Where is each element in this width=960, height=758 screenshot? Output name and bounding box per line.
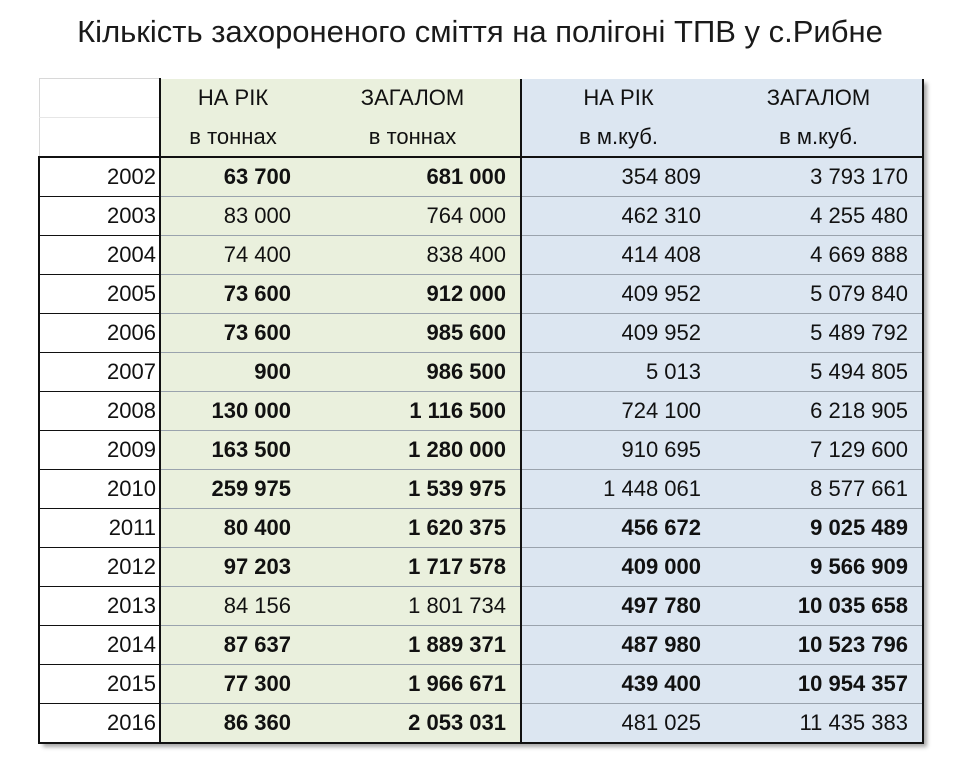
total-tonnes-cell: 1 620 375 [305, 509, 521, 548]
year-cell: 2012 [39, 548, 160, 587]
total-m3-cell: 5 494 805 [715, 353, 923, 392]
year-m3-cell: 439 400 [521, 665, 715, 704]
header-year-m3-unit: в м.куб. [521, 118, 715, 158]
total-tonnes-cell: 1 539 975 [305, 470, 521, 509]
year-cell: 2002 [39, 157, 160, 197]
year-cell: 2007 [39, 353, 160, 392]
year-cell: 2003 [39, 197, 160, 236]
year-tonnes-cell: 86 360 [160, 704, 305, 744]
year-m3-cell: 462 310 [521, 197, 715, 236]
total-m3-cell: 3 793 170 [715, 157, 923, 197]
year-m3-cell: 5 013 [521, 353, 715, 392]
table-row [39, 157, 923, 197]
header-corner-cell [39, 79, 160, 118]
year-m3-cell: 910 695 [521, 431, 715, 470]
table-row [39, 587, 923, 626]
year-tonnes-cell: 83 000 [160, 197, 305, 236]
table-row [39, 197, 923, 236]
year-tonnes-cell: 80 400 [160, 509, 305, 548]
table-row [39, 665, 923, 704]
year-cell: 2014 [39, 626, 160, 665]
header-total-tonnes: ЗАГАЛОМ [305, 79, 521, 118]
year-m3-cell: 724 100 [521, 392, 715, 431]
year-cell: 2016 [39, 704, 160, 744]
year-cell: 2005 [39, 275, 160, 314]
table-row [39, 626, 923, 665]
year-cell: 2013 [39, 587, 160, 626]
year-m3-cell: 409 952 [521, 275, 715, 314]
waste-table [38, 78, 924, 744]
total-m3-cell: 10 523 796 [715, 626, 923, 665]
table-row [39, 275, 923, 314]
year-cell: 2006 [39, 314, 160, 353]
year-cell: 2008 [39, 392, 160, 431]
table-row [39, 236, 923, 275]
year-m3-cell: 497 780 [521, 587, 715, 626]
table-row [39, 314, 923, 353]
header-corner-cell [39, 118, 160, 158]
year-tonnes-cell: 74 400 [160, 236, 305, 275]
total-tonnes-cell: 986 500 [305, 353, 521, 392]
total-m3-cell: 10 035 658 [715, 587, 923, 626]
year-m3-cell: 456 672 [521, 509, 715, 548]
header-total-m3: ЗАГАЛОМ [715, 79, 923, 118]
total-tonnes-cell: 1 116 500 [305, 392, 521, 431]
page-title: Кількість захороненого сміття на полігоні ТПВ у с.Рибне [77, 14, 883, 49]
total-m3-cell: 8 577 661 [715, 470, 923, 509]
year-tonnes-cell: 87 637 [160, 626, 305, 665]
year-cell: 2010 [39, 470, 160, 509]
year-m3-cell: 481 025 [521, 704, 715, 744]
total-tonnes-cell: 2 053 031 [305, 704, 521, 744]
year-tonnes-cell: 97 203 [160, 548, 305, 587]
total-m3-cell: 9 566 909 [715, 548, 923, 587]
year-cell: 2009 [39, 431, 160, 470]
table-row [39, 392, 923, 431]
header-row-2 [39, 118, 923, 158]
header-year-tonnes-unit: в тоннах [160, 118, 305, 158]
table-row [39, 431, 923, 470]
year-cell: 2004 [39, 236, 160, 275]
table-row [39, 353, 923, 392]
year-tonnes-cell: 130 000 [160, 392, 305, 431]
total-tonnes-cell: 764 000 [305, 197, 521, 236]
year-m3-cell: 409 000 [521, 548, 715, 587]
header-year-tonnes: НА РІК [160, 79, 305, 118]
header-row-1 [39, 79, 923, 118]
year-cell: 2011 [39, 509, 160, 548]
total-m3-cell: 7 129 600 [715, 431, 923, 470]
total-tonnes-cell: 1 717 578 [305, 548, 521, 587]
total-tonnes-cell: 1 966 671 [305, 665, 521, 704]
total-tonnes-cell: 1 801 734 [305, 587, 521, 626]
year-tonnes-cell: 73 600 [160, 314, 305, 353]
year-m3-cell: 409 952 [521, 314, 715, 353]
year-m3-cell: 1 448 061 [521, 470, 715, 509]
table-row [39, 704, 923, 744]
total-m3-cell: 5 079 840 [715, 275, 923, 314]
table-row [39, 470, 923, 509]
total-m3-cell: 9 025 489 [715, 509, 923, 548]
year-tonnes-cell: 73 600 [160, 275, 305, 314]
total-tonnes-cell: 681 000 [305, 157, 521, 197]
year-tonnes-cell: 84 156 [160, 587, 305, 626]
total-tonnes-cell: 1 889 371 [305, 626, 521, 665]
year-m3-cell: 414 408 [521, 236, 715, 275]
total-m3-cell: 4 669 888 [715, 236, 923, 275]
total-tonnes-cell: 985 600 [305, 314, 521, 353]
year-m3-cell: 354 809 [521, 157, 715, 197]
year-tonnes-cell: 63 700 [160, 157, 305, 197]
total-tonnes-cell: 1 280 000 [305, 431, 521, 470]
header-total-m3-unit: в м.куб. [715, 118, 923, 158]
total-m3-cell: 6 218 905 [715, 392, 923, 431]
waste-table-container [38, 78, 922, 742]
total-m3-cell: 11 435 383 [715, 704, 923, 744]
table-row [39, 509, 923, 548]
year-tonnes-cell: 163 500 [160, 431, 305, 470]
table-row [39, 548, 923, 587]
year-tonnes-cell: 259 975 [160, 470, 305, 509]
header-total-tonnes-unit: в тоннах [305, 118, 521, 158]
total-tonnes-cell: 838 400 [305, 236, 521, 275]
header-year-m3: НА РІК [521, 79, 715, 118]
year-m3-cell: 487 980 [521, 626, 715, 665]
year-tonnes-cell: 900 [160, 353, 305, 392]
total-tonnes-cell: 912 000 [305, 275, 521, 314]
year-cell: 2015 [39, 665, 160, 704]
total-m3-cell: 5 489 792 [715, 314, 923, 353]
year-tonnes-cell: 77 300 [160, 665, 305, 704]
total-m3-cell: 4 255 480 [715, 197, 923, 236]
total-m3-cell: 10 954 357 [715, 665, 923, 704]
